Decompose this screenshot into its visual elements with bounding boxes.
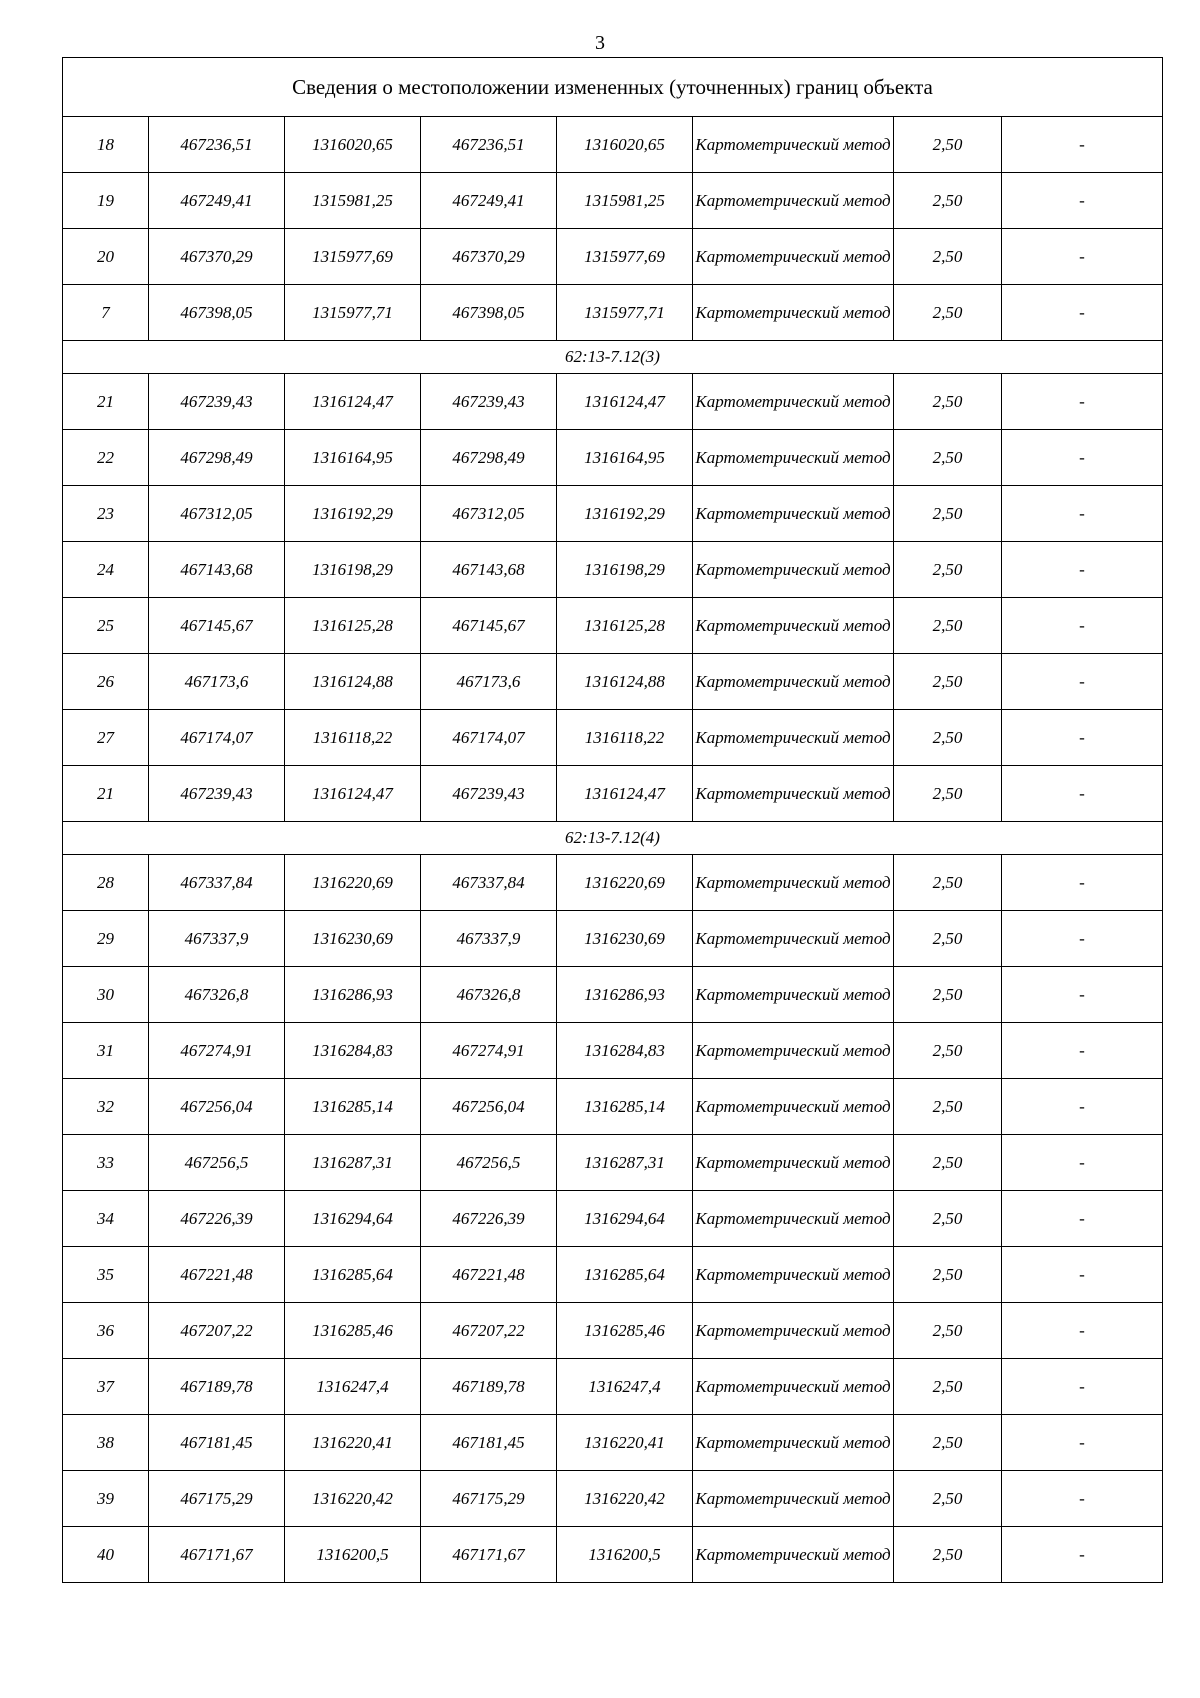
point-number-cell: 25: [63, 598, 149, 654]
point-number-cell: 36: [63, 1303, 149, 1359]
x-existing-cell: 467226,39: [149, 1191, 285, 1247]
method-cell: [693, 1527, 894, 1583]
method-text: Картометрический метод: [695, 985, 891, 1004]
x-refined-cell: 467312,05: [421, 486, 557, 542]
method-cell: [693, 1359, 894, 1415]
note-cell: -: [1002, 855, 1163, 911]
y-existing-cell: 1316192,29: [285, 486, 421, 542]
note-cell: -: [1002, 117, 1163, 173]
point-number-cell: 23: [63, 486, 149, 542]
note-cell: -: [1002, 1135, 1163, 1191]
x-refined-cell: 467221,48: [421, 1247, 557, 1303]
y-existing-cell: 1315981,25: [285, 173, 421, 229]
method-text: Картометрический метод: [695, 1433, 891, 1452]
x-existing-cell: 467189,78: [149, 1359, 285, 1415]
note-cell: -: [1002, 1303, 1163, 1359]
point-number-cell: 24: [63, 542, 149, 598]
table-row: [63, 598, 1163, 654]
accuracy-cell: 2,50: [894, 486, 1002, 542]
note-cell: -: [1002, 1191, 1163, 1247]
accuracy-cell: 2,50: [894, 766, 1002, 822]
x-refined-cell: 467173,6: [421, 654, 557, 710]
x-refined-cell: 467181,45: [421, 1415, 557, 1471]
table-row: [63, 1135, 1163, 1191]
accuracy-cell: 2,50: [894, 1359, 1002, 1415]
x-existing-cell: 467143,68: [149, 542, 285, 598]
method-text: Картометрический метод: [695, 135, 891, 154]
note-cell: -: [1002, 1247, 1163, 1303]
table-row: [63, 911, 1163, 967]
x-existing-cell: 467312,05: [149, 486, 285, 542]
method-text: Картометрический метод: [695, 191, 891, 210]
method-cell: [693, 374, 894, 430]
point-number-cell: 21: [63, 374, 149, 430]
x-existing-cell: 467145,67: [149, 598, 285, 654]
x-refined-cell: 467174,07: [421, 710, 557, 766]
y-existing-cell: 1316285,64: [285, 1247, 421, 1303]
point-number-cell: 28: [63, 855, 149, 911]
x-existing-cell: 467398,05: [149, 285, 285, 341]
method-cell: [693, 1303, 894, 1359]
y-existing-cell: 1316020,65: [285, 117, 421, 173]
accuracy-cell: 2,50: [894, 654, 1002, 710]
x-refined-cell: 467239,43: [421, 766, 557, 822]
method-cell: [693, 1247, 894, 1303]
table-row: [63, 285, 1163, 341]
x-refined-cell: 467171,67: [421, 1527, 557, 1583]
point-number-cell: 19: [63, 173, 149, 229]
method-cell: [693, 710, 894, 766]
table-title: Сведения о местоположении измененных (уточненных) границ объекта: [63, 58, 1163, 117]
accuracy-cell: 2,50: [894, 374, 1002, 430]
table-row: [63, 374, 1163, 430]
note-cell: -: [1002, 1527, 1163, 1583]
method-cell: [693, 542, 894, 598]
y-refined-cell: 1316125,28: [557, 598, 693, 654]
note-cell: -: [1002, 766, 1163, 822]
x-existing-cell: 467175,29: [149, 1471, 285, 1527]
x-refined-cell: 467326,8: [421, 967, 557, 1023]
method-text: Картометрический метод: [695, 1153, 891, 1172]
y-refined-cell: 1316285,46: [557, 1303, 693, 1359]
x-refined-cell: 467145,67: [421, 598, 557, 654]
note-cell: -: [1002, 430, 1163, 486]
method-text: Картометрический метод: [695, 392, 891, 411]
y-refined-cell: 1316200,5: [557, 1527, 693, 1583]
point-number-cell: 31: [63, 1023, 149, 1079]
accuracy-cell: 2,50: [894, 542, 1002, 598]
accuracy-cell: 2,50: [894, 1079, 1002, 1135]
point-number-cell: 27: [63, 710, 149, 766]
table-row: [63, 1527, 1163, 1583]
method-text: Картометрический метод: [695, 1097, 891, 1116]
y-existing-cell: 1316198,29: [285, 542, 421, 598]
method-cell: [693, 229, 894, 285]
note-cell: -: [1002, 285, 1163, 341]
point-number-cell: 39: [63, 1471, 149, 1527]
y-existing-cell: 1316287,31: [285, 1135, 421, 1191]
y-refined-cell: 1316164,95: [557, 430, 693, 486]
y-refined-cell: 1316220,42: [557, 1471, 693, 1527]
y-refined-cell: 1316192,29: [557, 486, 693, 542]
note-cell: -: [1002, 542, 1163, 598]
accuracy-cell: 2,50: [894, 1191, 1002, 1247]
y-existing-cell: 1316284,83: [285, 1023, 421, 1079]
note-cell: -: [1002, 229, 1163, 285]
y-refined-cell: 1315977,69: [557, 229, 693, 285]
method-cell: [693, 486, 894, 542]
table-body: [63, 58, 1163, 1583]
table-row: [63, 766, 1163, 822]
accuracy-cell: 2,50: [894, 430, 1002, 486]
method-text: Картометрический метод: [695, 1209, 891, 1228]
y-existing-cell: 1315977,69: [285, 229, 421, 285]
accuracy-cell: 2,50: [894, 1135, 1002, 1191]
x-existing-cell: 467274,91: [149, 1023, 285, 1079]
accuracy-cell: 2,50: [894, 117, 1002, 173]
x-existing-cell: 467337,84: [149, 855, 285, 911]
method-cell: [693, 117, 894, 173]
accuracy-cell: 2,50: [894, 1303, 1002, 1359]
x-refined-cell: 467398,05: [421, 285, 557, 341]
x-refined-cell: 467337,84: [421, 855, 557, 911]
accuracy-cell: 2,50: [894, 1023, 1002, 1079]
y-existing-cell: 1316286,93: [285, 967, 421, 1023]
accuracy-cell: 2,50: [894, 285, 1002, 341]
accuracy-cell: 2,50: [894, 967, 1002, 1023]
table-row: [63, 486, 1163, 542]
y-refined-cell: 1316287,31: [557, 1135, 693, 1191]
table-row: [63, 1191, 1163, 1247]
accuracy-cell: 2,50: [894, 911, 1002, 967]
note-cell: -: [1002, 967, 1163, 1023]
point-number-cell: 29: [63, 911, 149, 967]
table-title-row: [63, 58, 1163, 117]
section-label: 62:13-7.12(3): [63, 341, 1163, 374]
table-row: [63, 1359, 1163, 1415]
method-text: Картометрический метод: [695, 784, 891, 803]
note-cell: -: [1002, 1471, 1163, 1527]
y-existing-cell: 1316124,88: [285, 654, 421, 710]
y-refined-cell: 1316285,64: [557, 1247, 693, 1303]
table-row: [63, 1023, 1163, 1079]
note-cell: -: [1002, 1023, 1163, 1079]
point-number-cell: 38: [63, 1415, 149, 1471]
x-refined-cell: 467207,22: [421, 1303, 557, 1359]
method-cell: [693, 285, 894, 341]
point-number-cell: 40: [63, 1527, 149, 1583]
table-row: [63, 229, 1163, 285]
accuracy-cell: 2,50: [894, 710, 1002, 766]
table-row: [63, 710, 1163, 766]
x-existing-cell: 467207,22: [149, 1303, 285, 1359]
method-text: Картометрический метод: [695, 1321, 891, 1340]
x-refined-cell: 467239,43: [421, 374, 557, 430]
y-refined-cell: 1316286,93: [557, 967, 693, 1023]
method-text: Картометрический метод: [695, 504, 891, 523]
x-existing-cell: 467370,29: [149, 229, 285, 285]
y-existing-cell: 1316220,42: [285, 1471, 421, 1527]
table-row: [63, 1471, 1163, 1527]
method-text: Картометрический метод: [695, 1377, 891, 1396]
note-cell: -: [1002, 374, 1163, 430]
point-number-cell: 22: [63, 430, 149, 486]
point-number-cell: 30: [63, 967, 149, 1023]
method-text: Картометрический метод: [695, 672, 891, 691]
table-row: [63, 967, 1163, 1023]
point-number-cell: 35: [63, 1247, 149, 1303]
x-refined-cell: 467274,91: [421, 1023, 557, 1079]
method-cell: [693, 430, 894, 486]
method-cell: [693, 766, 894, 822]
table-row: [63, 1303, 1163, 1359]
accuracy-cell: 2,50: [894, 598, 1002, 654]
method-cell: [693, 855, 894, 911]
point-number-cell: 26: [63, 654, 149, 710]
x-existing-cell: 467298,49: [149, 430, 285, 486]
method-cell: [693, 1135, 894, 1191]
note-cell: -: [1002, 1359, 1163, 1415]
accuracy-cell: 2,50: [894, 173, 1002, 229]
y-refined-cell: 1316020,65: [557, 117, 693, 173]
x-existing-cell: 467337,9: [149, 911, 285, 967]
y-existing-cell: 1316247,4: [285, 1359, 421, 1415]
x-refined-cell: 467256,5: [421, 1135, 557, 1191]
accuracy-cell: 2,50: [894, 229, 1002, 285]
x-existing-cell: 467239,43: [149, 766, 285, 822]
y-refined-cell: 1316230,69: [557, 911, 693, 967]
method-text: Картометрический метод: [695, 303, 891, 322]
accuracy-cell: 2,50: [894, 1527, 1002, 1583]
y-existing-cell: 1316118,22: [285, 710, 421, 766]
y-refined-cell: 1316247,4: [557, 1359, 693, 1415]
table-row: [63, 654, 1163, 710]
method-cell: [693, 173, 894, 229]
y-refined-cell: 1316118,22: [557, 710, 693, 766]
section-header-row: [63, 341, 1163, 374]
point-number-cell: 7: [63, 285, 149, 341]
y-existing-cell: 1316124,47: [285, 374, 421, 430]
method-text: Картометрический метод: [695, 728, 891, 747]
x-existing-cell: 467173,6: [149, 654, 285, 710]
y-refined-cell: 1316284,83: [557, 1023, 693, 1079]
x-existing-cell: 467249,41: [149, 173, 285, 229]
point-number-cell: 34: [63, 1191, 149, 1247]
method-cell: [693, 654, 894, 710]
x-existing-cell: 467171,67: [149, 1527, 285, 1583]
method-cell: [693, 598, 894, 654]
boundary-coordinates-table: [62, 57, 1163, 1583]
x-refined-cell: 467298,49: [421, 430, 557, 486]
method-cell: [693, 911, 894, 967]
y-existing-cell: 1316294,64: [285, 1191, 421, 1247]
table-row: [63, 1247, 1163, 1303]
method-text: Картометрический метод: [695, 560, 891, 579]
point-number-cell: 20: [63, 229, 149, 285]
table-row: [63, 1079, 1163, 1135]
table-row: [63, 1415, 1163, 1471]
method-cell: [693, 1079, 894, 1135]
y-existing-cell: 1316285,46: [285, 1303, 421, 1359]
point-number-cell: 21: [63, 766, 149, 822]
x-refined-cell: 467370,29: [421, 229, 557, 285]
page-number: 3: [595, 32, 605, 54]
note-cell: -: [1002, 598, 1163, 654]
method-cell: [693, 1471, 894, 1527]
table-row: [63, 117, 1163, 173]
method-cell: [693, 1415, 894, 1471]
y-refined-cell: 1316220,41: [557, 1415, 693, 1471]
x-refined-cell: 467175,29: [421, 1471, 557, 1527]
method-text: Картометрический метод: [695, 1265, 891, 1284]
note-cell: -: [1002, 710, 1163, 766]
x-refined-cell: 467236,51: [421, 117, 557, 173]
note-cell: -: [1002, 173, 1163, 229]
method-text: Картометрический метод: [695, 616, 891, 635]
table-row: [63, 855, 1163, 911]
y-refined-cell: 1316124,47: [557, 766, 693, 822]
note-cell: -: [1002, 911, 1163, 967]
table-row: [63, 173, 1163, 229]
y-existing-cell: 1316200,5: [285, 1527, 421, 1583]
x-existing-cell: 467221,48: [149, 1247, 285, 1303]
y-existing-cell: 1316125,28: [285, 598, 421, 654]
x-existing-cell: 467256,5: [149, 1135, 285, 1191]
y-existing-cell: 1316164,95: [285, 430, 421, 486]
method-text: Картометрический метод: [695, 448, 891, 467]
x-refined-cell: 467249,41: [421, 173, 557, 229]
y-existing-cell: 1316285,14: [285, 1079, 421, 1135]
point-number-cell: 37: [63, 1359, 149, 1415]
method-text: Картометрический метод: [695, 1489, 891, 1508]
x-refined-cell: 467337,9: [421, 911, 557, 967]
accuracy-cell: 2,50: [894, 1471, 1002, 1527]
note-cell: -: [1002, 654, 1163, 710]
y-existing-cell: 1315977,71: [285, 285, 421, 341]
y-existing-cell: 1316230,69: [285, 911, 421, 967]
note-cell: -: [1002, 486, 1163, 542]
y-refined-cell: 1316294,64: [557, 1191, 693, 1247]
y-refined-cell: 1316124,88: [557, 654, 693, 710]
x-existing-cell: 467236,51: [149, 117, 285, 173]
accuracy-cell: 2,50: [894, 1247, 1002, 1303]
method-text: Картометрический метод: [695, 247, 891, 266]
method-text: Картометрический метод: [695, 1545, 891, 1564]
x-existing-cell: 467256,04: [149, 1079, 285, 1135]
x-existing-cell: 467326,8: [149, 967, 285, 1023]
method-text: Картометрический метод: [695, 929, 891, 948]
note-cell: -: [1002, 1415, 1163, 1471]
y-refined-cell: 1316220,69: [557, 855, 693, 911]
table-row: [63, 542, 1163, 598]
accuracy-cell: 2,50: [894, 1415, 1002, 1471]
table-row: [63, 430, 1163, 486]
y-existing-cell: 1316220,69: [285, 855, 421, 911]
y-existing-cell: 1316124,47: [285, 766, 421, 822]
x-existing-cell: 467181,45: [149, 1415, 285, 1471]
y-existing-cell: 1316220,41: [285, 1415, 421, 1471]
method-text: Картометрический метод: [695, 1041, 891, 1060]
point-number-cell: 33: [63, 1135, 149, 1191]
x-refined-cell: 467189,78: [421, 1359, 557, 1415]
note-cell: -: [1002, 1079, 1163, 1135]
method-cell: [693, 967, 894, 1023]
x-refined-cell: 467143,68: [421, 542, 557, 598]
method-cell: [693, 1191, 894, 1247]
accuracy-cell: 2,50: [894, 855, 1002, 911]
point-number-cell: 32: [63, 1079, 149, 1135]
method-cell: [693, 1023, 894, 1079]
y-refined-cell: 1315977,71: [557, 285, 693, 341]
section-label: 62:13-7.12(4): [63, 822, 1163, 855]
y-refined-cell: 1316198,29: [557, 542, 693, 598]
x-refined-cell: 467226,39: [421, 1191, 557, 1247]
section-header-row: [63, 822, 1163, 855]
x-refined-cell: 467256,04: [421, 1079, 557, 1135]
x-existing-cell: 467174,07: [149, 710, 285, 766]
point-number-cell: 18: [63, 117, 149, 173]
x-existing-cell: 467239,43: [149, 374, 285, 430]
y-refined-cell: 1316285,14: [557, 1079, 693, 1135]
y-refined-cell: 1316124,47: [557, 374, 693, 430]
method-text: Картометрический метод: [695, 873, 891, 892]
y-refined-cell: 1315981,25: [557, 173, 693, 229]
